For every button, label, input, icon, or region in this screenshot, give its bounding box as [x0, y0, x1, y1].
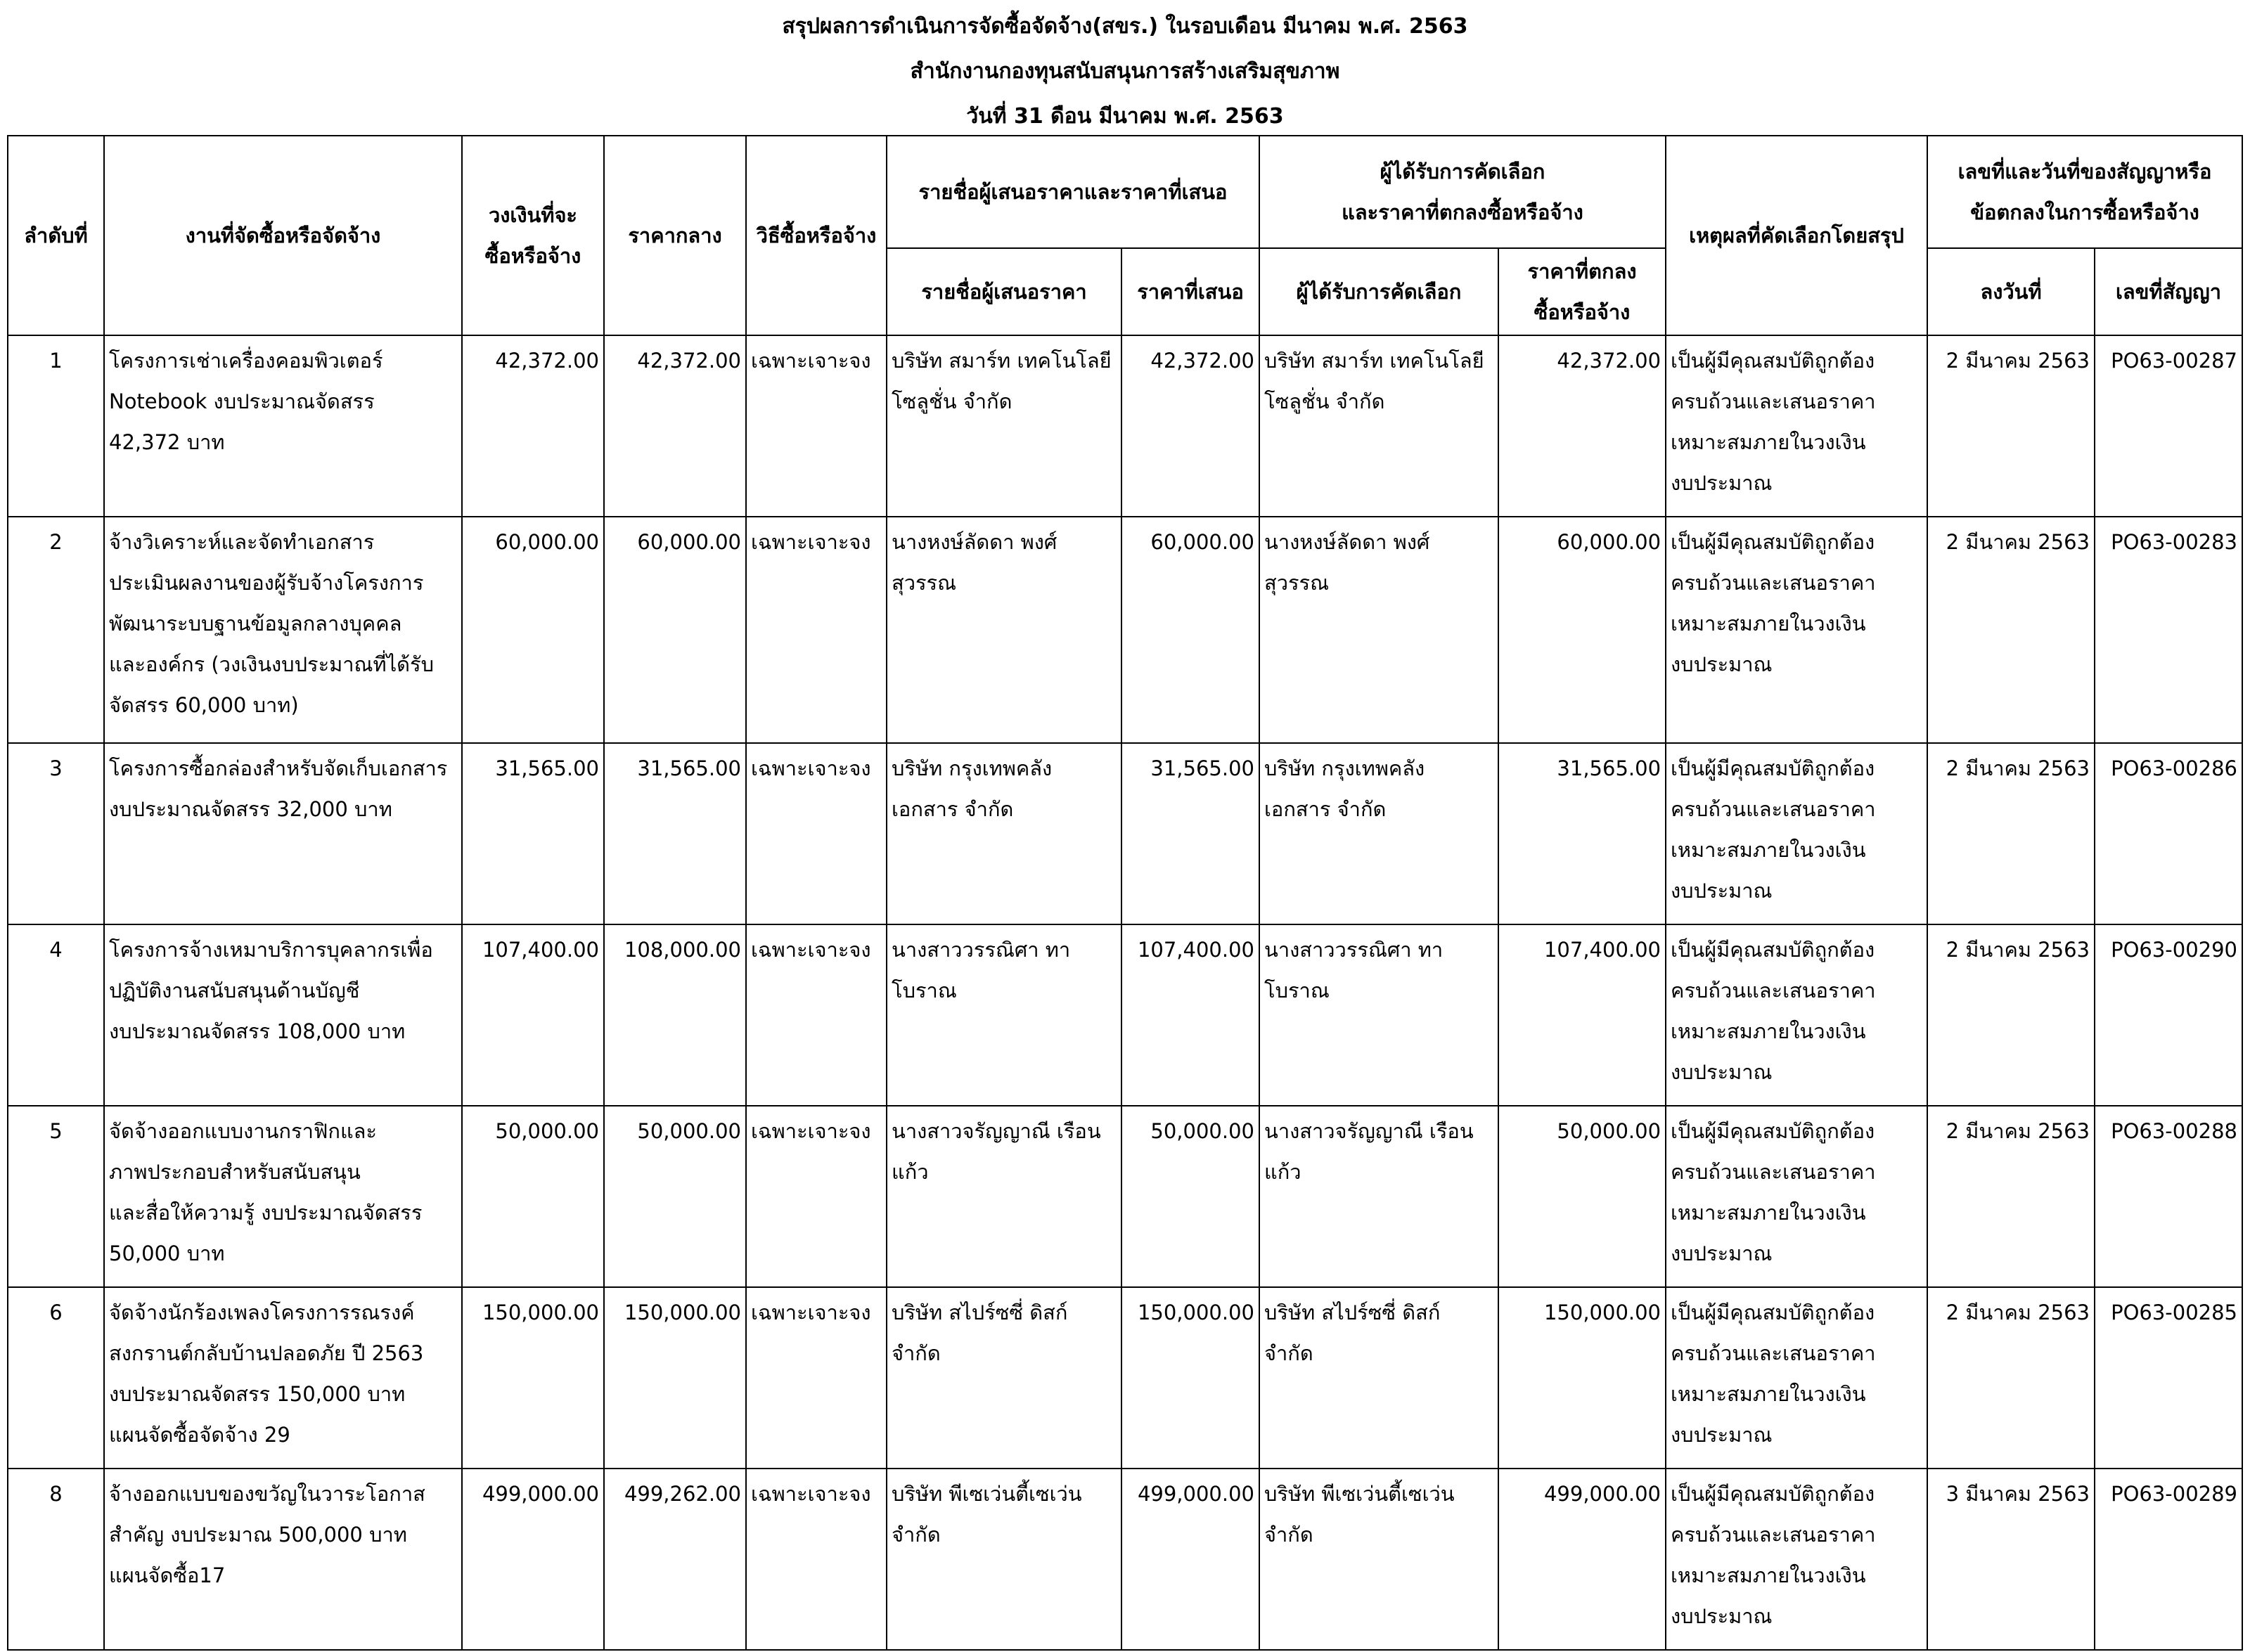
- cell-bidder-line: บริษัท พีเซเว่นตี้เซเว่น: [892, 1482, 1082, 1506]
- document-title-block: [0, 4, 2250, 139]
- cell-bidder: [887, 1469, 1121, 1650]
- header-work: งานที่จัดซื้อหรือจัดจ้าง: [104, 136, 462, 335]
- cell-reason-line: งบประมาณ: [1671, 1604, 1773, 1628]
- cell-reason-line: เป็นผู้มีคุณสมบัติถูกต้อง: [1671, 1301, 1875, 1324]
- cell-method: เฉพาะเจาะจง: [746, 335, 887, 517]
- cell-median-price: 42,372.00: [604, 335, 746, 517]
- cell-method: เฉพาะเจาะจง: [746, 743, 887, 924]
- cell-selected-line: แก้ว: [1264, 1160, 1301, 1184]
- header-reason: เหตุผลที่คัดเลือกโดยสรุป: [1666, 136, 1927, 335]
- cell-reason-line: งบประมาณ: [1671, 1060, 1773, 1084]
- cell-reason-line: ครบถ้วนและเสนอราคา: [1671, 1523, 1876, 1547]
- cell-reason: [1666, 517, 1927, 743]
- cell-selected: [1259, 1106, 1498, 1287]
- cell-bidder-line: บริษัท กรุงเทพคลัง: [892, 756, 1053, 780]
- cell-reason-line: เป็นผู้มีคุณสมบัติถูกต้อง: [1671, 1119, 1875, 1143]
- cell-bidder-line: นางหงษ์ลัดดา พงศ์สุวรรณ: [892, 530, 1058, 595]
- cell-contract-no: PO63-00286: [2095, 743, 2242, 924]
- cell-bid-price: 60,000.00: [1121, 517, 1259, 743]
- cell-budget: 499,000.00: [462, 1469, 604, 1650]
- cell-bid-price: 150,000.00: [1121, 1287, 1259, 1469]
- table-row: [8, 1106, 2242, 1287]
- cell-reason-line: งบประมาณ: [1671, 879, 1773, 903]
- cell-work-line: ปฏิบัติงานสนับสนุนด้านบัญชี: [109, 979, 360, 1002]
- cell-work-line: Notebook งบประมาณจัดสรร: [109, 389, 375, 413]
- cell-bidder: [887, 517, 1121, 743]
- cell-bidder-line: โบราณ: [892, 979, 957, 1002]
- cell-reason-line: เหมาะสมภายในวงเงิน: [1671, 838, 1866, 862]
- cell-work-line: และสื่อให้ความรู้ งบประมาณจัดสรร: [109, 1201, 423, 1225]
- cell-work: [104, 743, 462, 924]
- cell-work-line: งบประมาณจัดสรร 32,000 บาท: [109, 797, 392, 821]
- header-bidders-group: รายชื่อผู้เสนอราคาและราคาที่เสนอ: [887, 136, 1259, 248]
- cell-selected: [1259, 1469, 1498, 1650]
- cell-work-line: 50,000 บาท: [109, 1241, 225, 1265]
- cell-reason-line: ครบถ้วนและเสนอราคา: [1671, 979, 1876, 1002]
- cell-work-line: ประเมินผลงานของผู้รับจ้างโครงการ: [109, 571, 424, 595]
- header-contract-no: เลขที่สัญญา: [2095, 248, 2242, 335]
- cell-method: เฉพาะเจาะจง: [746, 924, 887, 1106]
- cell-reason-line: เป็นผู้มีคุณสมบัติถูกต้อง: [1671, 938, 1875, 962]
- header-selected-name: ผู้ได้รับการคัดเลือก: [1259, 248, 1498, 335]
- table-row: [8, 1469, 2242, 1650]
- cell-selected-line: นางหงษ์ลัดดา พงศ์สุวรรณ: [1264, 530, 1430, 595]
- cell-bidder-line: จำกัด: [892, 1523, 941, 1547]
- cell-median-price: 108,000.00: [604, 924, 746, 1106]
- cell-work: [104, 1469, 462, 1650]
- cell-reason-line: งบประมาณ: [1671, 471, 1773, 495]
- cell-method: เฉพาะเจาะจง: [746, 1106, 887, 1287]
- cell-agreed-price: 107,400.00: [1498, 924, 1666, 1106]
- cell-selected-line: บริษัท กรุงเทพคลัง: [1264, 756, 1425, 780]
- cell-reason: [1666, 1106, 1927, 1287]
- cell-bidder: [887, 1287, 1121, 1469]
- cell-seq: 5: [8, 1106, 104, 1287]
- cell-reason-line: ครบถ้วนและเสนอราคา: [1671, 797, 1876, 821]
- header-bidder-name: รายชื่อผู้เสนอราคา: [887, 248, 1121, 335]
- cell-reason-line: งบประมาณ: [1671, 1241, 1773, 1265]
- table-row: [8, 743, 2242, 924]
- document-date: วันที่ 31 ดือน มีนาคม พ.ศ. 2563: [966, 104, 1284, 129]
- cell-median-price: 150,000.00: [604, 1287, 746, 1469]
- cell-reason-line: งบประมาณ: [1671, 1423, 1773, 1447]
- cell-work-line: จัดจ้างนักร้องเพลงโครงการรณรงค์: [109, 1301, 415, 1324]
- cell-selected: [1259, 924, 1498, 1106]
- cell-agreed-price: 60,000.00: [1498, 517, 1666, 743]
- cell-reason-line: เหมาะสมภายในวงเงิน: [1671, 1201, 1866, 1225]
- cell-sign-date: 2 มีนาคม 2563: [1927, 517, 2095, 743]
- cell-selected: [1259, 743, 1498, 924]
- table-row: [8, 517, 2242, 743]
- cell-reason-line: ครบถ้วนและเสนอราคา: [1671, 1160, 1876, 1184]
- cell-bidder: [887, 1106, 1121, 1287]
- cell-reason-line: ครบถ้วนและเสนอราคา: [1671, 1341, 1876, 1365]
- cell-budget: 42,372.00: [462, 335, 604, 517]
- cell-budget: 107,400.00: [462, 924, 604, 1106]
- cell-contract-no: PO63-00289: [2095, 1469, 2242, 1650]
- cell-reason-line: เป็นผู้มีคุณสมบัติถูกต้อง: [1671, 349, 1875, 373]
- procurement-table: [7, 135, 2243, 1651]
- cell-work-line: แผนจัดซื้อ17: [109, 1563, 226, 1587]
- cell-reason-line: ครบถ้วนและเสนอราคา: [1671, 389, 1876, 413]
- cell-bidder-line: นางสาวจรัญญาณี เรือน: [892, 1119, 1101, 1143]
- cell-reason-line: ครบถ้วนและเสนอราคา: [1671, 571, 1876, 595]
- cell-work: [104, 335, 462, 517]
- header-agreed-price: [1498, 248, 1666, 335]
- cell-median-price: 499,262.00: [604, 1469, 746, 1650]
- cell-bidder-line: บริษัท สไปร์ซซี่ ดิสก์ จำกัด: [892, 1301, 1068, 1365]
- cell-work-line: แผนจัดซื้อจัดจ้าง 29: [109, 1423, 290, 1447]
- cell-work-line: จ้างออกแบบของขวัญในวาระโอกาส: [109, 1482, 425, 1506]
- header-median-price: ราคากลาง: [604, 136, 746, 335]
- header-budget-line2: ซื้อหรือจ้าง: [484, 244, 581, 268]
- cell-reason: [1666, 335, 1927, 517]
- cell-contract-no: PO63-00288: [2095, 1106, 2242, 1287]
- cell-bidder: [887, 743, 1121, 924]
- cell-work: [104, 1106, 462, 1287]
- header-contract-group: [1927, 136, 2242, 248]
- cell-agreed-price: 31,565.00: [1498, 743, 1666, 924]
- cell-contract-no: PO63-00283: [2095, 517, 2242, 743]
- header-selected-group: [1259, 136, 1666, 248]
- cell-work-line: จัดสรร 60,000 บาท): [109, 693, 299, 717]
- cell-reason-line: เป็นผู้มีคุณสมบัติถูกต้อง: [1671, 756, 1875, 780]
- cell-work-line: โครงการเช่าเครื่องคอมพิวเตอร์: [109, 349, 383, 373]
- cell-budget: 60,000.00: [462, 517, 604, 743]
- header-bid-price: ราคาที่เสนอ: [1121, 248, 1259, 335]
- cell-reason-line: เหมาะสมภายในวงเงิน: [1671, 1382, 1866, 1406]
- table-body: [8, 335, 2242, 1650]
- cell-bidder: [887, 335, 1121, 517]
- cell-reason: [1666, 1287, 1927, 1469]
- cell-bid-price: 499,000.00: [1121, 1469, 1259, 1650]
- cell-work: [104, 517, 462, 743]
- cell-work-line: สำคัญ งบประมาณ 500,000 บาท: [109, 1523, 407, 1547]
- cell-work-line: 42,372 บาท: [109, 430, 225, 454]
- cell-selected: [1259, 1287, 1498, 1469]
- header-sign-date: ลงวันที่: [1927, 248, 2095, 335]
- header-budget: [462, 136, 604, 335]
- cell-reason-line: เหมาะสมภายในวงเงิน: [1671, 612, 1866, 635]
- header-row-top: [8, 136, 2242, 248]
- cell-reason-line: งบประมาณ: [1671, 652, 1773, 676]
- header-selected-line2: และราคาที่ตกลงซื้อหรือจ้าง: [1342, 200, 1583, 224]
- cell-selected-line: นางสาวจรัญญาณี เรือน: [1264, 1119, 1474, 1143]
- cell-seq: 4: [8, 924, 104, 1106]
- cell-selected-line: นางสาววรรณิศา ทาโบราณ: [1264, 938, 1444, 1002]
- cell-reason: [1666, 743, 1927, 924]
- cell-seq: 2: [8, 517, 104, 743]
- cell-work-line: งบประมาณจัดสรร 150,000 บาท: [109, 1382, 406, 1406]
- cell-sign-date: 3 มีนาคม 2563: [1927, 1469, 2095, 1650]
- cell-reason-line: เหมาะสมภายในวงเงิน: [1671, 1019, 1866, 1043]
- cell-reason-line: เป็นผู้มีคุณสมบัติถูกต้อง: [1671, 530, 1875, 554]
- cell-contract-no: PO63-00285: [2095, 1287, 2242, 1469]
- cell-selected-line: เอกสาร จำกัด: [1264, 797, 1387, 821]
- cell-seq: 8: [8, 1469, 104, 1650]
- cell-bid-price: 107,400.00: [1121, 924, 1259, 1106]
- cell-bidder-line: บริษัท สมาร์ท เทคโนโลยี: [892, 349, 1112, 373]
- cell-selected-line: บริษัท พีเซเว่นตี้เซเว่น: [1264, 1482, 1455, 1506]
- cell-bidder-line: เอกสาร จำกัด: [892, 797, 1014, 821]
- cell-work-line: จัดจ้างออกแบบงานกราฟิกและ: [109, 1119, 377, 1143]
- document-agency: สำนักงานกองทุนสนับสนุนการสร้างเสริมสุขภาพ: [910, 59, 1340, 84]
- cell-reason-line: เหมาะสมภายในวงเงิน: [1671, 1563, 1866, 1587]
- cell-seq: 3: [8, 743, 104, 924]
- cell-work-line: โครงการจ้างเหมาบริการบุคลากรเพื่อ: [109, 938, 433, 962]
- cell-budget: 50,000.00: [462, 1106, 604, 1287]
- header-method: วิธีซื้อหรือจ้าง: [746, 136, 887, 335]
- cell-reason-line: เป็นผู้มีคุณสมบัติถูกต้อง: [1671, 1482, 1875, 1506]
- cell-bid-price: 50,000.00: [1121, 1106, 1259, 1287]
- cell-contract-no: PO63-00290: [2095, 924, 2242, 1106]
- cell-selected: [1259, 335, 1498, 517]
- cell-work: [104, 1287, 462, 1469]
- cell-agreed-price: 499,000.00: [1498, 1469, 1666, 1650]
- cell-agreed-price: 50,000.00: [1498, 1106, 1666, 1287]
- cell-sign-date: 2 มีนาคม 2563: [1927, 1106, 2095, 1287]
- cell-sign-date: 2 มีนาคม 2563: [1927, 924, 2095, 1106]
- cell-sign-date: 2 มีนาคม 2563: [1927, 1287, 2095, 1469]
- cell-sign-date: 2 มีนาคม 2563: [1927, 335, 2095, 517]
- cell-agreed-price: 42,372.00: [1498, 335, 1666, 517]
- cell-work: [104, 924, 462, 1106]
- cell-work-line: งบประมาณจัดสรร 108,000 บาท: [109, 1019, 406, 1043]
- cell-reason: [1666, 1469, 1927, 1650]
- document-title: สรุปผลการดำเนินการจัดซื้อจัดจ้าง(สขร.) ในรอบเดือน มีนาคม พ.ศ. 2563: [782, 14, 1468, 39]
- header-budget-line1: วงเงินที่จะ: [488, 203, 578, 227]
- cell-bidder-line: โซลูชั่น จำกัด: [892, 389, 1012, 413]
- cell-reason: [1666, 924, 1927, 1106]
- cell-bidder-line: นางสาววรรณิศา ทา: [892, 938, 1071, 962]
- header-seq: ลำดับที่: [8, 136, 104, 335]
- cell-selected-line: บริษัท สไปร์ซซี่ ดิสก์ จำกัด: [1264, 1301, 1441, 1365]
- cell-method: เฉพาะเจาะจง: [746, 1469, 887, 1650]
- cell-budget: 150,000.00: [462, 1287, 604, 1469]
- cell-work-line: และองค์กร (วงเงินงบประมาณที่ได้รับ: [109, 652, 434, 676]
- header-contract-line1: เลขที่และวันที่ของสัญญาหรือ: [1958, 160, 2212, 183]
- header-agreed-line1: ราคาที่ตกลง: [1527, 259, 1637, 283]
- cell-seq: 6: [8, 1287, 104, 1469]
- cell-bidder-line: แก้ว: [892, 1160, 929, 1184]
- table-row: [8, 924, 2242, 1106]
- cell-selected-line: บริษัท สมาร์ท เทคโนโลยี: [1264, 349, 1484, 373]
- header-contract-line2: ข้อตกลงในการซื้อหรือจ้าง: [1970, 200, 2199, 224]
- cell-method: เฉพาะเจาะจง: [746, 517, 887, 743]
- cell-method: เฉพาะเจาะจง: [746, 1287, 887, 1469]
- cell-agreed-price: 150,000.00: [1498, 1287, 1666, 1469]
- cell-sign-date: 2 มีนาคม 2563: [1927, 743, 2095, 924]
- header-agreed-line2: ซื้อหรือจ้าง: [1534, 300, 1631, 324]
- cell-median-price: 50,000.00: [604, 1106, 746, 1287]
- cell-bid-price: 42,372.00: [1121, 335, 1259, 517]
- cell-work-line: โครงการซื้อกล่องสำหรับจัดเก็บเอกสาร: [109, 756, 448, 780]
- cell-reason-line: เหมาะสมภายในวงเงิน: [1671, 430, 1866, 454]
- cell-median-price: 31,565.00: [604, 743, 746, 924]
- cell-contract-no: PO63-00287: [2095, 335, 2242, 517]
- cell-work-line: พัฒนาระบบฐานข้อมูลกลางบุคคล: [109, 612, 402, 635]
- cell-budget: 31,565.00: [462, 743, 604, 924]
- cell-selected-line: จำกัด: [1264, 1523, 1313, 1547]
- table-row: [8, 1287, 2242, 1469]
- table-row: [8, 335, 2242, 517]
- cell-seq: 1: [8, 335, 104, 517]
- cell-work-line: สงกรานต์กลับบ้านปลอดภัย ปี 2563: [109, 1341, 424, 1365]
- cell-selected: [1259, 517, 1498, 743]
- cell-bidder: [887, 924, 1121, 1106]
- header-selected-line1: ผู้ได้รับการคัดเลือก: [1380, 160, 1545, 183]
- cell-work-line: จ้างวิเคราะห์และจัดทำเอกสาร: [109, 530, 375, 554]
- cell-median-price: 60,000.00: [604, 517, 746, 743]
- cell-work-line: ภาพประกอบสำหรับสนับสนุน: [109, 1160, 361, 1184]
- cell-bid-price: 31,565.00: [1121, 743, 1259, 924]
- cell-selected-line: โซลูชั่น จำกัด: [1264, 389, 1385, 413]
